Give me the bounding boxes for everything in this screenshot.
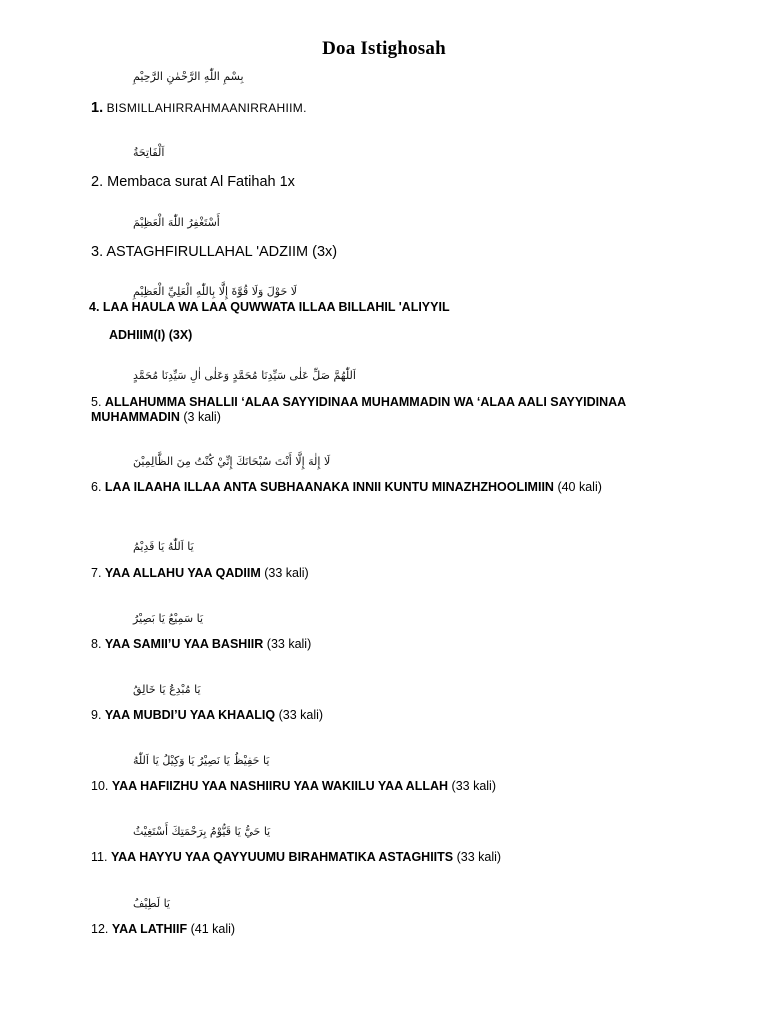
- item-number: 11.: [91, 850, 108, 864]
- item-latin-text: YAA HAFIIZHU YAA NASHIIRU YAA WAKIILU YAA ALLAH: [111, 779, 449, 793]
- page-title: Doa Istighosah: [322, 38, 446, 59]
- item-number: 3.: [91, 244, 104, 260]
- list-item-3: [91, 244, 691, 261]
- item-latin-text: YAA HAYYU YAA QAYYUUMU BIRAHMATIKA ASTAGHIITS: [110, 850, 454, 864]
- item-latin-text: ALLAHUMMA SHALLII ‘ALAA SAYYIDINAA MUHAMMADIN WA ‘ALAA AALI SAYYIDINAA MUHAMMADIN: [91, 395, 626, 424]
- arabic-text-4: لَا حَوْلَ وَلَا قُوَّةَ إِلَّا بِاللّٰهِ الْعَلِيِّ الْعَظِيْمِ: [133, 285, 298, 298]
- list-item-10: [91, 779, 691, 794]
- item-latin-text: LAA HAULA WA LAA QUWWATA ILLAA BILLAHIL 'ALIYYIL: [102, 300, 450, 314]
- list-item-11: [91, 850, 691, 865]
- list-item-7: [91, 566, 691, 581]
- list-item-12: [91, 922, 691, 937]
- item-repeat-count: (33 kali): [264, 566, 309, 580]
- arabic-text-7: يَا اَللّٰهُ يَا قَدِيْمُ: [133, 540, 194, 553]
- arabic-text-11: يَا حَيُّ يَا قَيُّوْمُ بِرَحْمَتِكَ أَسْتَغِيْثُ: [133, 825, 271, 838]
- item-latin-text: ASTAGHFIRULLAHAL 'ADZIIM (3x): [106, 244, 338, 260]
- item-repeat-count: (33 kali): [278, 708, 324, 722]
- item-number: 7.: [91, 566, 102, 580]
- list-item-6: [91, 480, 691, 495]
- list-item-2: [91, 174, 691, 191]
- item-repeat-count: (33 kali): [456, 850, 502, 864]
- arabic-text-10: يَا حَفِيْظُ يَا نَصِيْرُ يَا وَكِيْلُ يَا اَللّٰهُ: [133, 754, 270, 767]
- item-repeat-count: (33 kali): [451, 779, 496, 793]
- list-item-5: [91, 395, 691, 425]
- arabic-text-6: لَا إِلٰهَ إِلَّا أَنْتَ سُبْحَانَكَ إِنِّيْ كُنْتُ مِنَ الظَّالِمِيْنَ: [133, 455, 331, 468]
- item-repeat-count: (41 kali): [190, 922, 236, 936]
- item-number: 4.: [89, 300, 100, 314]
- arabic-text-3: أَسْتَغْفِرُ اللّٰهَ الْعَظِيْمَ: [133, 216, 220, 229]
- item-latin-text: BISMILLAHIRRAHMAANIRRAHIIM.: [106, 101, 307, 115]
- item-number: 5.: [91, 395, 102, 409]
- item-repeat-count: (33 kali): [266, 637, 312, 651]
- item-repeat-count: (3 kali): [183, 410, 221, 424]
- item-number: 12.: [91, 922, 109, 936]
- item-latin-text: YAA LATHIIF: [111, 922, 188, 936]
- arabic-text-9: يَا مُبْدِعُ يَا خَالِقُ: [133, 683, 201, 696]
- item-latin-text: Membaca surat Al Fatihah 1x: [107, 174, 295, 190]
- arabic-text-12: يَا لَطِيْفُ: [133, 897, 170, 910]
- item-latin-text: YAA ALLAHU YAA QADIIM: [104, 566, 261, 580]
- item-latin-text-line2: ADHIIM(I) (3X): [109, 328, 193, 342]
- list-item-4: [89, 300, 689, 343]
- item-number: 2.: [91, 174, 104, 190]
- item-latin-text: YAA MUBDI’U YAA KHAALIQ: [104, 708, 276, 722]
- list-item-1: [91, 101, 691, 116]
- item-number: 6.: [91, 480, 102, 494]
- list-item-8: [91, 637, 691, 652]
- arabic-text-2: اَلْفَاتِحَةُ: [133, 146, 165, 159]
- item-number: 8.: [91, 637, 102, 651]
- item-latin-text: LAA ILAAHA ILLAA ANTA SUBHAANAKA INNII KUNTU MINAZHZHOOLIMIIN: [104, 480, 554, 494]
- list-item-9: [91, 708, 691, 723]
- item-latin-text: YAA SAMII’U YAA BASHIIR: [104, 637, 264, 651]
- arabic-text-5: اَللّٰهُمَّ صَلِّ عَلٰى سَيِّدِنَا مُحَمَّدٍ وَعَلٰى اٰلِ سَيِّدِنَا مُحَمَّدٍ: [133, 369, 356, 382]
- arabic-text-1: بِسْمِ اللّٰهِ الرَّحْمٰنِ الرَّحِيْمِ: [133, 70, 244, 83]
- item-number: 1.: [91, 100, 104, 116]
- item-number: 9.: [91, 708, 102, 722]
- arabic-text-8: يَا سَمِيْعُ يَا بَصِيْرُ: [133, 612, 204, 625]
- item-repeat-count: (40 kali): [557, 480, 602, 494]
- item-number: 10.: [91, 779, 109, 793]
